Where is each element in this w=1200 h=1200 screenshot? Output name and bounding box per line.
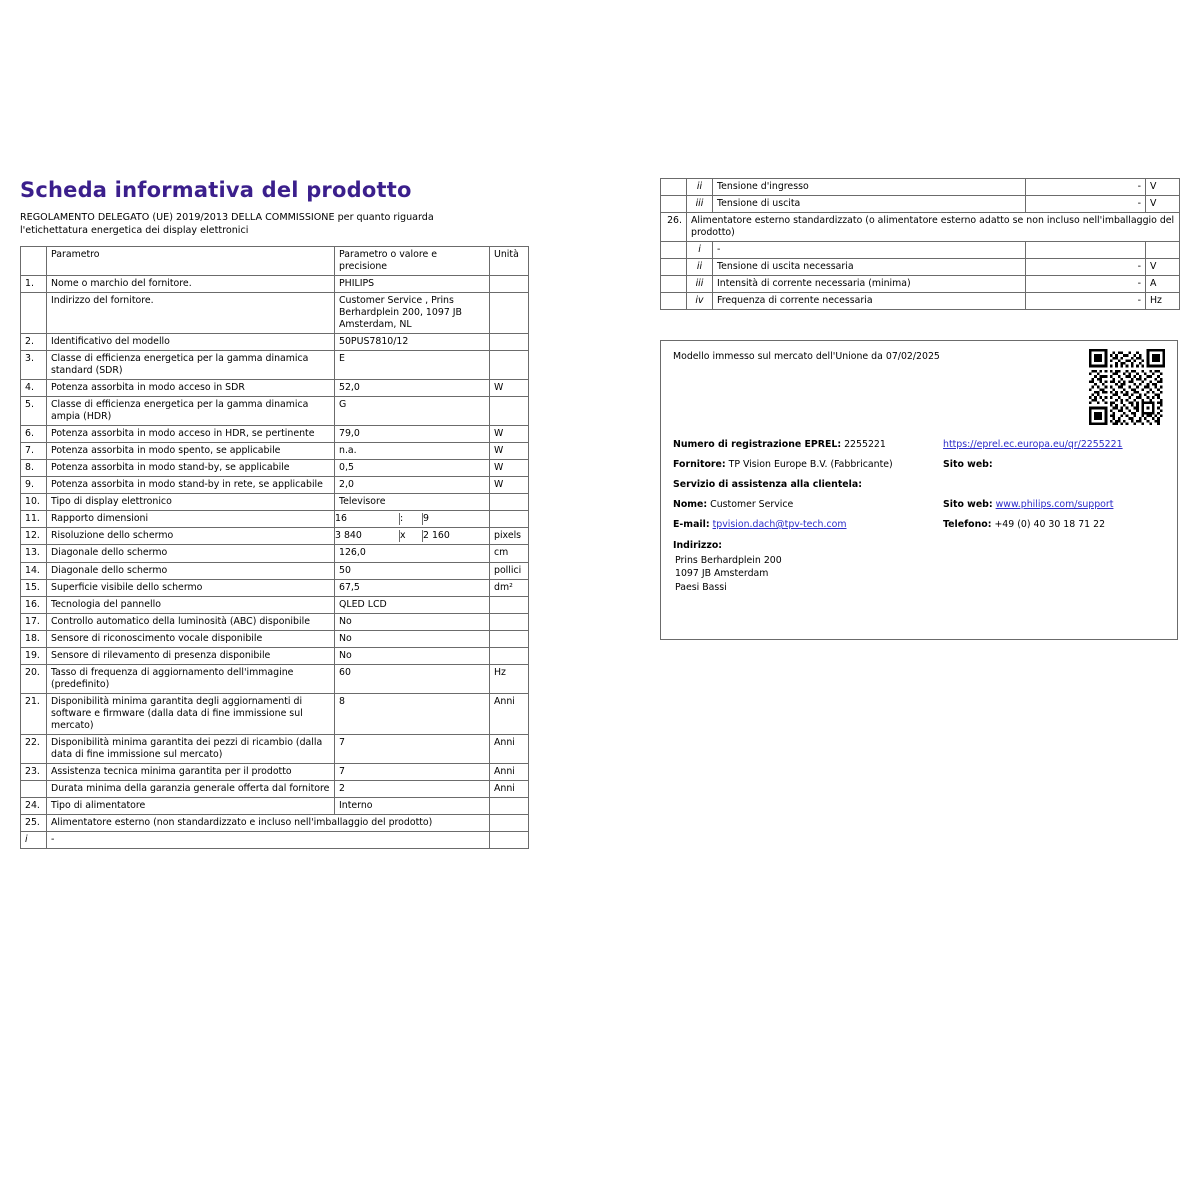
row-parameter: Identificativo del modello xyxy=(47,334,335,351)
table-row-resolution xyxy=(21,528,529,545)
row-parameter: Tensione di uscita xyxy=(713,196,1026,213)
row-unit: W xyxy=(490,477,529,494)
row-num: 10. xyxy=(21,494,47,511)
row-value: No xyxy=(335,613,490,630)
row-roman: iii xyxy=(687,276,713,293)
row-value: G xyxy=(335,397,490,426)
row-parameter: Potenza assorbita in modo acceso in SDR xyxy=(47,380,335,397)
row-unit: Anni xyxy=(490,780,529,797)
table-row xyxy=(661,293,1180,310)
table-row xyxy=(21,647,529,664)
row-num xyxy=(661,293,687,310)
row-parameter: Rapporto dimensioni xyxy=(47,511,335,528)
row-parameter: Alimentatore esterno (non standardizzato e incluso nell'imballaggio del prodotto) xyxy=(47,815,490,832)
row-value: - xyxy=(1026,179,1146,196)
row-unit: V xyxy=(1146,196,1180,213)
row-value: 8 xyxy=(335,693,490,734)
row-unit: pollici xyxy=(490,562,529,579)
table-row xyxy=(21,579,529,596)
eprel-value: 2255221 xyxy=(844,439,886,450)
table-row xyxy=(661,259,1180,276)
row-parameter: Potenza assorbita in modo stand-by in rete, se applicabile xyxy=(47,477,335,494)
row-value-split xyxy=(335,528,490,545)
row-unit xyxy=(490,494,529,511)
row-unit: W xyxy=(490,380,529,397)
table-row-26 xyxy=(661,213,1180,242)
table-row xyxy=(21,334,529,351)
row-value: 50 xyxy=(335,562,490,579)
row-parameter: Risoluzione dello schermo xyxy=(47,528,335,545)
row-unit xyxy=(490,397,529,426)
row-num: 20. xyxy=(21,664,47,693)
row-parameter: Sensore di rilevamento di presenza disponibile xyxy=(47,647,335,664)
row-num: 4. xyxy=(21,380,47,397)
name-row xyxy=(673,499,1167,510)
row-value: 60 xyxy=(335,664,490,693)
row-value: Customer Service , Prins Berhardplein 200, 1097 JB Amsterdam, NL xyxy=(335,292,490,333)
row-num: 14. xyxy=(21,562,47,579)
row-parameter: Classe di efficienza energetica per la gamma dinamica standard (SDR) xyxy=(47,351,335,380)
table-row xyxy=(21,613,529,630)
eprel-url-link[interactable]: https://eprel.ec.europa.eu/qr/2255221 xyxy=(943,439,1123,450)
row-unit: pixels xyxy=(490,528,529,545)
row-parameter: Frequenza di corrente necessaria xyxy=(713,293,1026,310)
row-parameter: Durata minima della garanzia generale offerta dal fornitore xyxy=(47,780,335,797)
row-unit: W xyxy=(490,460,529,477)
table-row xyxy=(21,797,529,814)
row-parameter: Potenza assorbita in modo spento, se applicabile xyxy=(47,443,335,460)
row-num: 25. xyxy=(21,815,47,832)
row-unit: Anni xyxy=(490,763,529,780)
email-label: E-mail: xyxy=(673,519,710,530)
row-num: 23. xyxy=(21,763,47,780)
table-row-external-psu-i xyxy=(21,832,529,849)
phone-cell xyxy=(943,519,1167,530)
row-roman: iii xyxy=(687,196,713,213)
supplier-cell xyxy=(673,459,943,470)
row-roman: ii xyxy=(687,259,713,276)
supplier-value: TP Vision Europe B.V. (Fabbricante) xyxy=(728,459,893,470)
row-unit: Hz xyxy=(1146,293,1180,310)
row-num: 3. xyxy=(21,351,47,380)
table-row xyxy=(21,596,529,613)
row-num: 24. xyxy=(21,797,47,814)
name-label: Nome: xyxy=(673,499,708,510)
table-row xyxy=(21,275,529,292)
address-line-2: 1097 JB Amsterdam xyxy=(675,568,769,580)
supplier-info-box xyxy=(660,340,1178,640)
row-unit: A xyxy=(1146,276,1180,293)
row-parameter: Potenza assorbita in modo acceso in HDR, se pertinente xyxy=(47,426,335,443)
header-num xyxy=(21,246,47,275)
row-unit: W xyxy=(490,426,529,443)
table-row xyxy=(21,780,529,797)
row-unit: Hz xyxy=(490,664,529,693)
table-row xyxy=(21,734,529,763)
eprel-label: Numero di registrazione EPREL: xyxy=(673,439,842,450)
row-value: n.a. xyxy=(335,443,490,460)
row-parameter: Tasso di frequenza di aggiornamento dell'immagine (predefinito) xyxy=(47,664,335,693)
email-row xyxy=(673,519,1167,530)
resolution-separator: x xyxy=(400,530,423,542)
qr-code-icon xyxy=(1089,349,1165,425)
table-row xyxy=(661,242,1180,259)
row-unit xyxy=(490,275,529,292)
row-num: 26. xyxy=(661,213,687,242)
row-value: 126,0 xyxy=(335,545,490,562)
product-parameters-table xyxy=(20,246,529,849)
row-value: No xyxy=(335,647,490,664)
aspect-height: 9 xyxy=(423,513,429,525)
table-row xyxy=(21,460,529,477)
row-num xyxy=(21,780,47,797)
market-placement-date: Modello immesso sul mercato dell'Unione da 07/02/2025 xyxy=(673,351,940,362)
table-row xyxy=(661,179,1180,196)
row-parameter: Superficie visibile dello schermo xyxy=(47,579,335,596)
row-value: 50PUS7810/12 xyxy=(335,334,490,351)
row-value: 0,5 xyxy=(335,460,490,477)
address-label: Indirizzo: xyxy=(673,540,723,551)
aspect-separator: : xyxy=(400,513,423,525)
website-label-2: Sito web: xyxy=(943,499,993,510)
aspect-width: 16 xyxy=(335,513,400,525)
table-row xyxy=(21,477,529,494)
row-value: 67,5 xyxy=(335,579,490,596)
address-line-3: Paesi Bassi xyxy=(675,581,727,593)
row-num: 5. xyxy=(21,397,47,426)
row-value xyxy=(1026,242,1146,259)
row-value: 7 xyxy=(335,763,490,780)
left-column xyxy=(20,178,528,849)
table-row xyxy=(21,426,529,443)
supplier-row xyxy=(673,459,1167,470)
row-unit: V xyxy=(1146,179,1180,196)
customer-service-row xyxy=(673,479,1167,490)
row-parameter: Intensità di corrente necessaria (minima) xyxy=(713,276,1026,293)
row-value: PHILIPS xyxy=(335,275,490,292)
website-value-2[interactable]: www.philips.com/support xyxy=(995,499,1114,510)
row-num xyxy=(661,179,687,196)
name-value: Customer Service xyxy=(710,499,794,510)
row-parameter: Classe di efficienza energetica per la gamma dinamica ampia (HDR) xyxy=(47,397,335,426)
row-parameter: - xyxy=(47,832,490,849)
resolution-vertical: 2 160 xyxy=(423,530,450,542)
row-parameter: Assistenza tecnica minima garantita per il prodotto xyxy=(47,763,335,780)
row-parameter: Tensione d'ingresso xyxy=(713,179,1026,196)
row-value: Televisore xyxy=(335,494,490,511)
row-value: E xyxy=(335,351,490,380)
row-parameter: Controllo automatico della luminosità (ABC) disponibile xyxy=(47,613,335,630)
row-unit xyxy=(490,334,529,351)
row-unit xyxy=(490,351,529,380)
row-roman: ii xyxy=(687,179,713,196)
row-num: 2. xyxy=(21,334,47,351)
regulation-subtitle: REGOLAMENTO DELEGATO (UE) 2019/2013 DELLA COMMISSIONE per quanto riguarda l'etichettatura energetica dei display elettronici xyxy=(20,212,434,236)
row-num xyxy=(21,292,47,333)
row-parameter: Disponibilità minima garantita dei pezzi di ricambio (dalla data di fine immissione sul mercato) xyxy=(47,734,335,763)
row-unit xyxy=(1146,242,1180,259)
row-parameter: Tensione di uscita necessaria xyxy=(713,259,1026,276)
row-num: 22. xyxy=(21,734,47,763)
row-value: - xyxy=(1026,293,1146,310)
name-cell xyxy=(673,499,943,510)
row-parameter: Tipo di alimentatore xyxy=(47,797,335,814)
address-block xyxy=(673,539,1167,595)
row-parameter: Potenza assorbita in modo stand-by, se applicabile xyxy=(47,460,335,477)
row-num: 15. xyxy=(21,579,47,596)
row-parameter: Tecnologia del pannello xyxy=(47,596,335,613)
row-value: QLED LCD xyxy=(335,596,490,613)
row-value-split xyxy=(335,511,490,528)
eprel-registration xyxy=(673,439,943,450)
row-parameter: Nome o marchio del fornitore. xyxy=(47,275,335,292)
row-value: No xyxy=(335,630,490,647)
header-parameter: Parametro xyxy=(47,246,335,275)
table-row xyxy=(21,545,529,562)
website-label-1: Sito web: xyxy=(943,459,993,470)
table-row xyxy=(21,562,529,579)
customer-service-label: Servizio di assistenza alla clientela: xyxy=(673,479,862,490)
row-unit xyxy=(490,511,529,528)
row-unit: Anni xyxy=(490,693,529,734)
phone-label: Telefono: xyxy=(943,519,992,530)
row-value: 2,0 xyxy=(335,477,490,494)
table-header-row xyxy=(21,246,529,275)
row-unit xyxy=(490,613,529,630)
row-roman: i xyxy=(21,832,47,849)
row-parameter: Indirizzo del fornitore. xyxy=(47,292,335,333)
row-unit xyxy=(490,815,529,832)
row-value: 79,0 xyxy=(335,426,490,443)
row-unit: V xyxy=(1146,259,1180,276)
row-num: 18. xyxy=(21,630,47,647)
email-value[interactable]: tpvision.dach@tpv-tech.com xyxy=(712,519,847,530)
resolution-horizontal: 3 840 xyxy=(335,530,400,542)
row-unit: W xyxy=(490,443,529,460)
table-row xyxy=(21,443,529,460)
table-row xyxy=(661,276,1180,293)
row-unit: Anni xyxy=(490,734,529,763)
row-value: 2 xyxy=(335,780,490,797)
website-cell-2 xyxy=(943,499,1167,510)
row-num: 19. xyxy=(21,647,47,664)
table-row xyxy=(21,494,529,511)
row-num xyxy=(661,259,687,276)
row-unit xyxy=(490,596,529,613)
row-num: 13. xyxy=(21,545,47,562)
row-num: 9. xyxy=(21,477,47,494)
right-column xyxy=(660,178,1180,310)
table-row xyxy=(21,397,529,426)
row-num xyxy=(661,242,687,259)
row-roman: iv xyxy=(687,293,713,310)
table-row xyxy=(21,292,529,333)
row-parameter: - xyxy=(713,242,1026,259)
row-parameter: Diagonale dello schermo xyxy=(47,545,335,562)
row-num: 16. xyxy=(21,596,47,613)
row-parameter: Tipo di display elettronico xyxy=(47,494,335,511)
address-line-1: Prins Berhardplein 200 xyxy=(675,554,782,566)
row-num: 11. xyxy=(21,511,47,528)
row-value: - xyxy=(1026,259,1146,276)
row-num: 1. xyxy=(21,275,47,292)
row-num: 7. xyxy=(21,443,47,460)
table-row xyxy=(21,351,529,380)
row-num: 17. xyxy=(21,613,47,630)
row-num xyxy=(661,276,687,293)
row-num: 12. xyxy=(21,528,47,545)
row-roman: i xyxy=(687,242,713,259)
page-title: Scheda informativa del prodotto xyxy=(20,178,412,202)
external-psu-table xyxy=(660,178,1180,310)
table-row xyxy=(21,630,529,647)
row-value: Interno xyxy=(335,797,490,814)
row-num: 6. xyxy=(21,426,47,443)
eprel-link-cell xyxy=(943,439,1167,450)
row-num xyxy=(661,196,687,213)
row-parameter: Alimentatore esterno standardizzato (o alimentatore esterno adatto se non incluso nell'imballaggio del prodotto) xyxy=(687,213,1180,242)
row-value: - xyxy=(1026,196,1146,213)
table-row xyxy=(21,693,529,734)
row-parameter: Diagonale dello schermo xyxy=(47,562,335,579)
eprel-row xyxy=(673,439,1167,450)
customer-service-cell xyxy=(673,479,943,490)
row-unit: cm xyxy=(490,545,529,562)
supplier-label: Fornitore: xyxy=(673,459,726,470)
table-row xyxy=(661,196,1180,213)
table-row-aspect-ratio xyxy=(21,511,529,528)
website-cell-1 xyxy=(943,459,1167,470)
row-unit xyxy=(490,292,529,333)
row-parameter: Disponibilità minima garantita degli aggiornamenti di software e firmware (dalla data di fine immissione sul mercato) xyxy=(47,693,335,734)
row-unit xyxy=(490,832,529,849)
phone-value: +49 (0) 40 30 18 71 22 xyxy=(994,519,1106,530)
email-cell xyxy=(673,519,943,530)
row-unit xyxy=(490,630,529,647)
row-num: 8. xyxy=(21,460,47,477)
table-row xyxy=(21,664,529,693)
table-row xyxy=(21,763,529,780)
row-value: - xyxy=(1026,276,1146,293)
row-unit xyxy=(490,647,529,664)
header-unit: Unità xyxy=(490,246,529,275)
row-num: 21. xyxy=(21,693,47,734)
table-row xyxy=(21,380,529,397)
row-value: 7 xyxy=(335,734,490,763)
supplier-details xyxy=(673,439,1167,595)
row-value: 52,0 xyxy=(335,380,490,397)
table-row-external-psu xyxy=(21,815,529,832)
row-unit xyxy=(490,797,529,814)
row-parameter: Sensore di riconoscimento vocale disponibile xyxy=(47,630,335,647)
header-value: Parametro o valore e precisione xyxy=(335,246,490,275)
row-unit: dm² xyxy=(490,579,529,596)
